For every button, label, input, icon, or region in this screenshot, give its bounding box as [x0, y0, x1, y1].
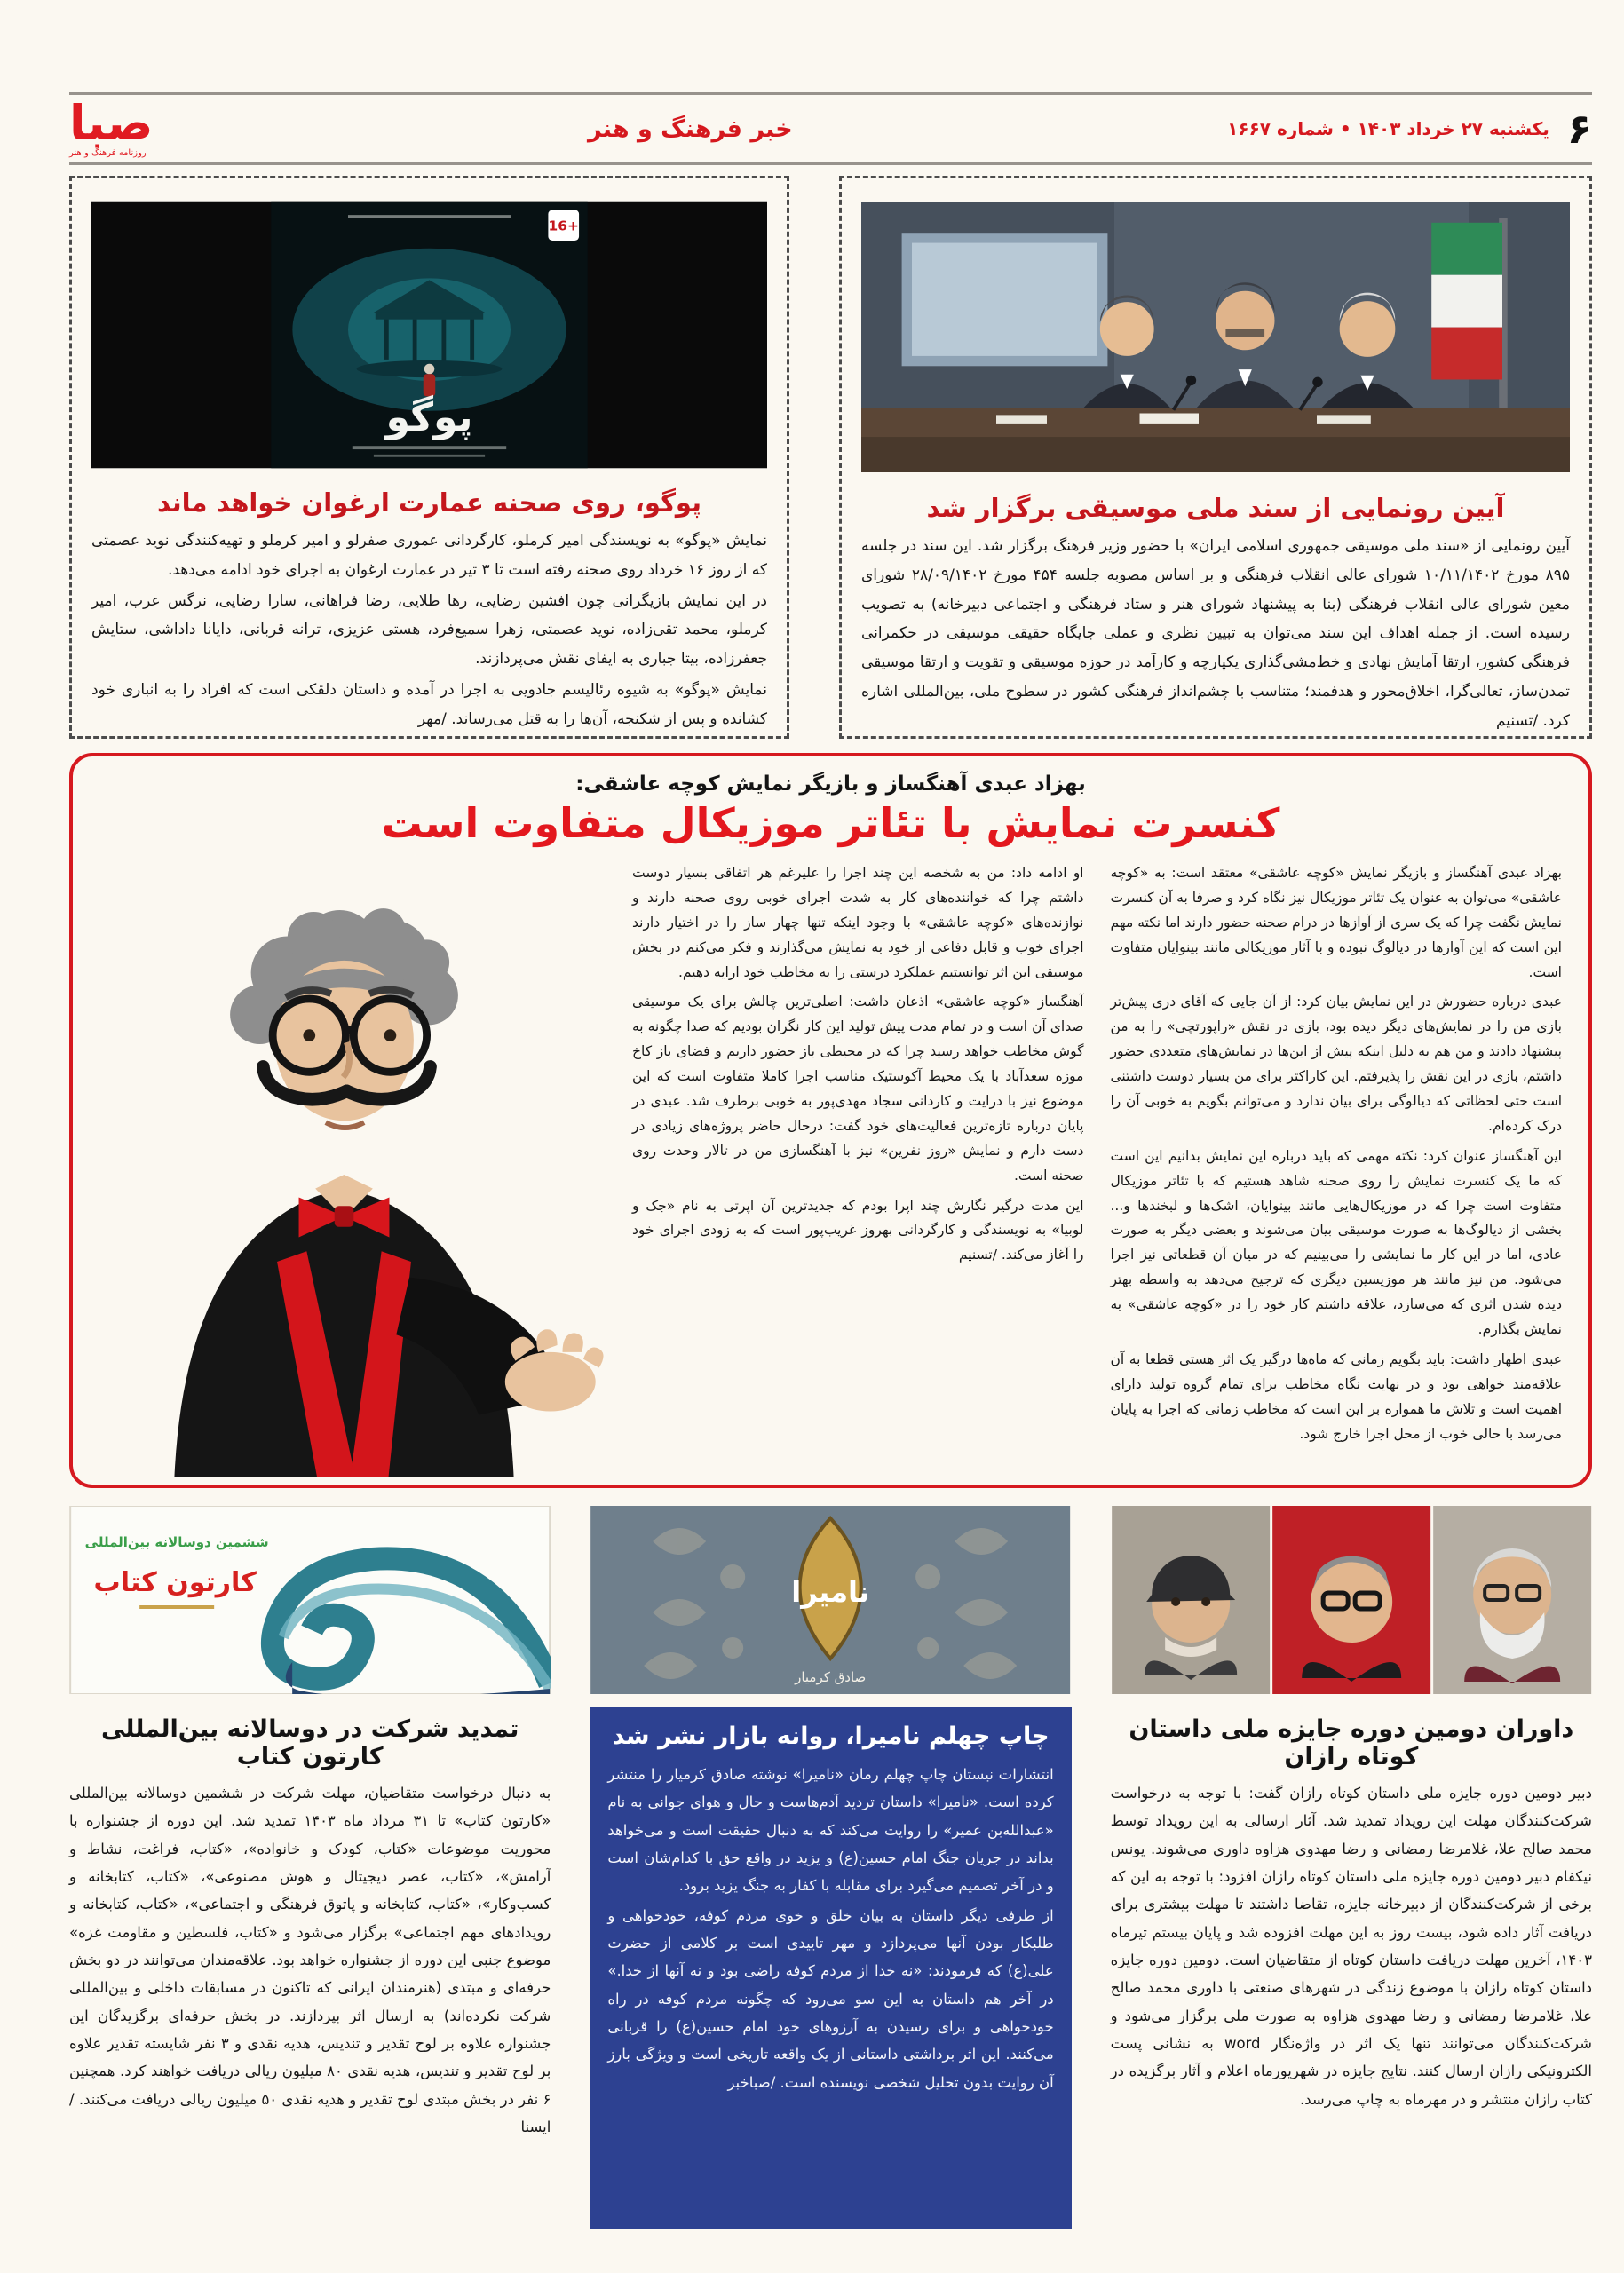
papers — [1140, 414, 1200, 424]
logo-tagline: روزنامه فرهنگ و هنر — [69, 148, 147, 158]
open-hand — [505, 1329, 604, 1411]
feature-para-4: عبدی اظهار داشت: باید بگویم زمانی که ماه‌ها درگیر یک اثر هستی قطعا به آن علاقه‌مند خواهی بود و در نهایت نگاه مخاطب برای تمام گروه تولید دارای اهمیت است و تلاش ما همواره بر این است که مخاطب زمانی که اجرا به پایان می‌رسد با حالی خوب از محل اجرا خارج شود. — [1110, 1350, 1562, 1442]
poster-top-credits — [348, 215, 511, 218]
pogo-article-headline: پوگو، روی صحنه عمارت ارغوان خواهد ماند — [156, 487, 702, 518]
music-article-headline: آیین رونمایی از سند ملی موسیقی برگزار شد — [926, 493, 1505, 523]
page-header — [69, 95, 1592, 162]
feature-para-6: آهنگساز «کوچه عاشقی» اذعان داشت: اصلی‌ترین چالش برای یک موسیقی صدای آن است و در تمام مدت پیش تولید این کار نگران بودیم که صدا چگونه به گوش مخاطب خواهد رسید چرا که در محیطی باز حضور داریم و فضای باز کاخ موزه سعدآباد با یک محیط آکوستیک مناسب اجرا کاملا متفاوت است که این موضوع نیز با درایت و کاردانی سجاد مهدی‌پور به خوبی برطرف شد. عبدی در پایان درباره تازه‌ترین فعالیت‌های خود گفت: درحال حاضر پروژه‌های زیادی در دست دارم و نمایش «روز نفرین» نیز با آهنگسازی من در تالار وحدت روی صحنه است. — [632, 994, 1084, 1184]
column-namira — [590, 1506, 1071, 2229]
feature-para-7: این مدت درگیر نگارش چند اپرا بودم که جدیدترین آن اپرتی به نام «جک و لوبیا» به نویسندگی و کارگردانی بهروز غریب‌پور است که به زودی اجرای خود را آغاز می‌کند. /تسنیم — [632, 1197, 1084, 1263]
music-article-body: آیین رونمایی از «سند ملی موسیقی جمهوری اسلامی ایران» با حضور وزیر فرهنگ برگزار شد. این سند در جلسه ۸۹۵ مورخ ۱۰/۱۱/۱۴۰۲ شورای عالی انقلاب فرهنگی و بر اساس مصوبه جلسه ۴۵۴ مورخ ۲۸/۰۹/۱۴۰۲ شورای معین شورای عالی انقلاب فرهنگی (بنا به پیشنهاد شورای هنر و ستاد فرهنگی و اجتماعی دبیرخانه) به تصویب رسیده است. از جمله اهداف این سند می‌توان به تبیین نظری و عملی جایگاه حقیقی موسیقی در حکمرانی فرهنگی کشور، ارتقا آمایش نهادی و خط‌مشی‌گذاری یکپارچه و کارآمد در حوزه موسیقی و تقویت و ارتقا موسیقی تمدن‌ساز، تعالی‌گرا، اخلاق‌محور و هدفمند؛ متناسب با چشم‌انداز فرهنگی کشور در سطوح ملی، بین‌المللی اشاره کرد. /تسنیم — [861, 537, 1570, 730]
header-bottom-rule — [69, 162, 1592, 165]
poster-title: پوگو — [385, 394, 473, 440]
cover-author: صادق کرمیار — [795, 1669, 867, 1685]
press-conference-photo — [861, 196, 1570, 479]
pogo-poster-image — [91, 196, 767, 473]
article-pogo-play — [69, 176, 789, 739]
judge-portrait-cap — [1112, 1506, 1270, 1694]
cartoon-headline: تمدید شرکت در دوسالانه بین‌المللی کارتون کتاب — [100, 1715, 519, 1770]
page-number: ۶ — [1566, 105, 1592, 153]
namira-blue-box — [590, 1707, 1071, 2229]
behzad-abdi-photo — [99, 868, 632, 1477]
feature-body — [99, 861, 1562, 1477]
judge-portrait-red — [1272, 1506, 1430, 1694]
article-music-document — [839, 176, 1592, 739]
clown-figure — [424, 364, 435, 397]
cartoon-body: به دنبال درخواست متقاضیان، مهلت شرکت در ششمین دوسالانه بین‌المللی «کارتون کتاب» تا ۳۱ مرداد ماه ۱۴۰۳ تمدید شد. این دوره از جشنواره با محوریت موضوعات «کتاب، کودک و خانواده»، «کتاب، فراغت، نشاط و آرامش»، «کتاب، عصر دیجیتال و هوش مصنوعی»، «کتاب، کتابخانه و کسب‌وکار»، «کتاب، کتابخانه و پاتوق فرهنگی و اجتماعی»، «کتاب، کتابخانه و رویدادهای مهم اجتماعی» برگزار می‌شود و «کتاب، فلسطین و مقاومت غزه» موضوع جنبی این دوره از جشنواره خواهد بود. علاقه‌مندان می‌توانند در دو بخش حرفه‌ای و مبتدی (هنرمندان ایرانی که تاکنون در مسابقات داخلی و بین‌المللی شرکت نکرده‌اند) به ارسال اثر بپردازند. در بخش حرفه‌ای برگزیدگان این جشنواره علاوه بر لوح تقدیر و تندیس، هدیه نقدی و ۳ نفر شایسته تقدیر علاوه بر لوح تقدیر و تندیس، هدیه نقدی ۸۰ میلیون ریالی دریافت خواهند کرد. همچنین ۶ نفر در بخش مبتدی لوح تقدیر و هدیه نقدی ۵۰ میلیون ریالی دریافت می‌کنند. /ایسنا — [69, 1785, 551, 2136]
feature-para-3: این آهنگساز عنوان کرد: نکته مهمی که باید درباره این نمایش بدانیم این است که ما یک کنسرت نمایش را روی صحنه شاهد هستیم که با تئاتر موزیکال متفاوت است چرا که در موزیکال‌هایی مانند بینوایان، اشک‌ها و لبخندها و... بخشی از دیالوگ‌ها به صورت موسیقی بیان می‌شوند و بعضی دیگر به صورت عادی، اما در این کار ما نمایشی را می‌بینیم که در میان آن قطعاتی نیز اجرا می‌شود. من نیز مانند هر موزیسین دیگری که ترجیح می‌دهد به واسطه بهتر دیده شدن اثری که می‌سازد، علاقه داشتم کار خود را در «کوچه عاشقی» به نمایش بگذارم. — [1110, 1147, 1562, 1338]
feature-kicker: بهزاد عبدی آهنگساز و بازیگر نمایش کوچه عاشقی: — [575, 772, 1086, 796]
top-margin — [0, 0, 1624, 92]
cover-title: نامیرا — [791, 1575, 870, 1609]
feature-para-2: عبدی درباره حضورش در این نمایش بیان کرد: از آن جایی که آقای دری پیش‌تر بازی من را در نمایش‌های دیگر دیده بود، بازی در نقش «راپورتچی» را به من پیشنهاد دادند و من هم به دلیل اینکه پیش از این‌ها در نمایش‌های متعددی حضور داشتم، بازی در این نقش را پذیرفتم. این کاراکتر برای من بسیار دوست داشتنی است حتی لحظاتی که دیالوگی برای بیان ندارد و می‌توانم بگویم به خوبی آن را درک کرده‌ام. — [1110, 994, 1562, 1134]
poster-subtitle: ششمین دوسالانه بین‌المللی — [84, 1534, 269, 1550]
pogo-article-para-3: نمایش «پوگو» به شیوه رئالیسم جادویی به اجرا در آمده و داستان دلقکی است که افراد را به انباری خود کشانده و پس از شکنجه، آن‌ها را به قتل می‌رساند. /مهر — [91, 680, 767, 728]
poster-accent — [139, 1605, 214, 1609]
namira-headline: چاپ چهلم نامیرا، روانه بازار نشر شد — [612, 1723, 1050, 1750]
newspaper-logo — [69, 95, 154, 158]
cartoon-biennial-poster — [69, 1506, 551, 1694]
poster-title: کارتون کتاب — [93, 1567, 257, 1598]
logo-wordmark: صبا — [69, 95, 154, 151]
date-issue-line: یکشنبه ۲۷ خرداد ۱۴۰۳ • شماره ۱۶۶۷ — [1227, 118, 1549, 139]
razan-body: دبیر دومین دوره جایزه ملی داستان کوتاه رازان گفت: با توجه به درخواست شرکت‌کنندگان مهلت این رویداد تمدید شد. آثار ارسالی به این رویداد توسط محمد صالح علا، غلامرضا رمضانی و رضا مهدوی هزاوه داوری می‌شوند. یونس نیکفام دبیر دومین دوره جایزه ملی داستان کوتاه رازان افزود: با توجه به این که برخی از شرکت‌کنندگان از دبیرخانه جایزه، تقاضا داشتند تا مهلت بیشتری برای دریافت آثار داده شود، بیست روز به این مهلت افزوده شد و پایان بیستم تیرماه ۱۴۰۳، آخرین مهلت دریافت داستان کوتاه از متقاضیان است. دومین دوره جایزه داستان کوتاه رازان با موضوع زندگی در شهرهای صنعتی با داوری محمد صالح علا، غلامرضا رمضانی و رضا مهدوی هزاوه به صورت ملی برگزار می‌شود و شرکت‌کنندگان می‌توانند تنها یک اثر در واژه‌نگار word به نشانی پست الکترونیکی رازان ارسال کنند. نتایج جایزه در شهریورماه اعلام و آثار برگزیده در کتاب رازان منتشر و در مهرماه به چاپ می‌رسد. — [1110, 1785, 1592, 2108]
poster-bottom-credits — [353, 446, 506, 449]
namira-body-1: انتشارات نیستان چاپ چهلم رمان «نامیرا» نوشته صادق کرمیار را منتشر کرده است. «نامیرا» داستان تردید آدم‌هاست و حال و هوای جوانی به نام «عبدالله‌بن عمیر» را روایت می‌کند که به دنبال حقیقت است و می‌خواهد بداند در جریان جنگ امام حسین(ع) و یزید در واقع حق با کدام‌شان است و در آخر تصمیم می‌گیرد برای مقابله با کفار به جنگ یزید برود. — [607, 1766, 1054, 1895]
age-rating-badge — [548, 210, 579, 241]
feature-para-5: او ادامه داد: من به شخصه این چند اجرا را علیرغم هر اتفاقی بسیار دوست داشتم چرا که خواننده‌های کار به شدت اجرای خوبی روی صحنه دارند و نوازنده‌های «کوچه عاشقی» با وجود اینکه تنها چهار ساز را در اختیار دارند اجرای خوب و قابل دفاعی از خود به نمایش می‌گذارند و فکر می‌کنم در بخش موسیقی این اثر توانستیم عملکرد درستی را به مخاطب خود ارایه دهیم. — [632, 865, 1084, 980]
pogo-article-para-1: نمایش «پوگو» به نویسندگی امیر کرملو، کارگردانی عموری صفرلو و امیر کرملو و تهیه‌کنندگی نوید عصمتی که از روز ۱۶ خرداد روی صحنه رفته است تا ۳ تیر در عمارت ارغوان به اجرای خود ادامه می‌دهد. — [91, 532, 767, 579]
section-title: خبر فرهنگ و هنر — [588, 115, 793, 143]
iran-flag — [1431, 223, 1502, 380]
svg-text:+16: +16 — [548, 218, 579, 234]
bottom-articles-row — [69, 1506, 1592, 2229]
judge-portrait-beard — [1433, 1506, 1591, 1694]
column-razan — [1111, 1506, 1592, 2229]
pogo-article-para-2: در این نمایش بازیگرانی چون افشین رضایی، رها طلایی، رضا فراهانی، سارا رضایی، نرگس عرب، امیر کرملو، محمد تقی‌زاده، نوید عصمتی، زهرا سمیع‌فرد، هستی عزیزی، ترانه قربانی، دایانا داداشی، ستایش جعفرزاده، بیتا جباری به ایفای نقش می‌پردازند. — [91, 591, 767, 669]
header-right-group — [1227, 105, 1592, 153]
razan-headline: داوران دومین دوره جایزه ملی داستان کوتاه رازان — [1129, 1715, 1574, 1770]
namira-body-2: از طرفی دیگر داستان به بیان خلق و خوی مردم کوفه، خودخواهی و طلبکار بودن آنها می‌پردازد و مهر تاییدی است بر کلامی از حضرت علی(ع) که فرمودند: «نه خدا از مردم کوفه راضی بود و نه آنها از خدا.» در آخر هم داستان به این سو می‌رود که چگونه مردم کوفه در راه خودخواهی و برای رسیدن به آرزوهای خود امام حسین(ع) را قربانی می‌کنند. این اثر برداشتی داستانی از یک واقعه تاریخی است و ویژگی بارز آن روایت بدون تحلیل شخصی نویسنده است. /صباخبر — [607, 1906, 1054, 2091]
top-articles-row — [69, 176, 1592, 739]
feature-headline: کنسرت نمایش با تئاتر موزیکال متفاوت است — [381, 799, 1280, 847]
feature-text-columns — [632, 861, 1562, 1477]
razan-judges-photos — [1111, 1506, 1592, 1694]
article-feature-interview — [69, 753, 1592, 1488]
feature-para-1: بهزاد عبدی آهنگساز و بازیگر نمایش «کوچه عاشقی» معتقد است: به «کوچه عاشقی» می‌توان به عنوان یک تئاتر موزیکال نیز نگاه کرد و صرفا به آن کنسرت نمایش نگفت چرا که یک سری از آوازها در درام صحنه حضور دارند اما نکته مهم این است که این آوازها در دیالوگ نبوده و با آثار موزیکالی مانند بینوایان متفاوت است. — [1110, 865, 1562, 980]
column-cartoon — [69, 1506, 551, 2229]
namira-book-cover — [590, 1506, 1071, 1694]
